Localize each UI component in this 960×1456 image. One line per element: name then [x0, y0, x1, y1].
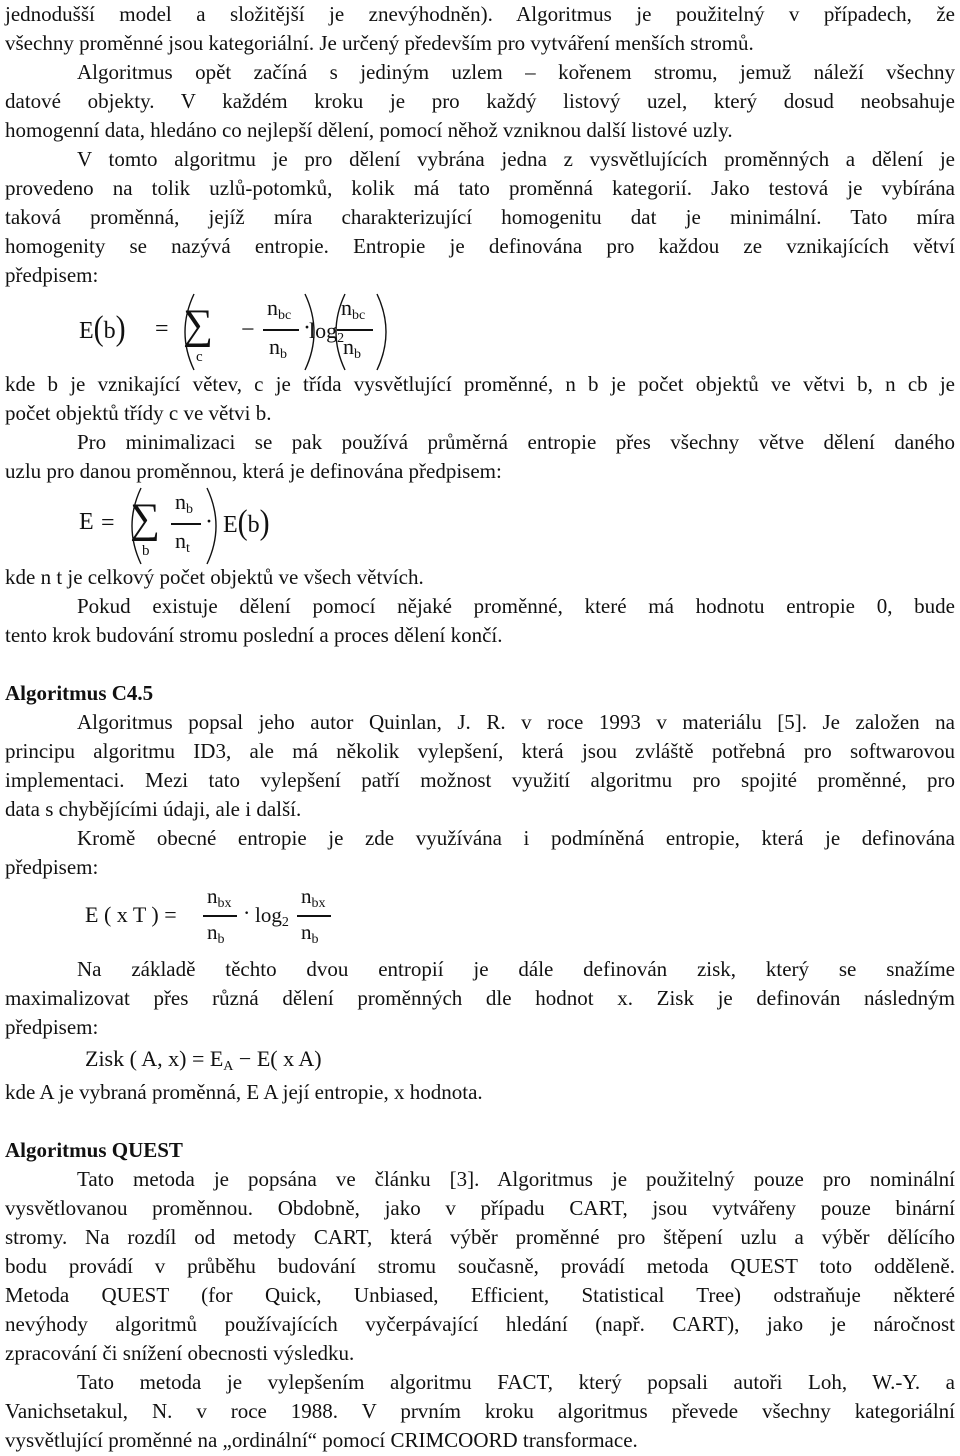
fraction-denominator: nb: [301, 920, 319, 947]
fraction-numerator: nbx: [301, 884, 326, 911]
text-line: bodu provádí v průběhu budování stromu současně, provádí metoda QUEST toto odděleně.: [5, 1254, 955, 1278]
text-line: Kromě obecné entropie je zde využívána i podmíněná entropie, která je definována: [77, 826, 955, 850]
text-line: taková proměnná, jejíž míra charakterizující homogenitu dat je minimální. Tato míra: [5, 205, 955, 229]
text-line: kde n t je celkový počet objektů ve všech větvích.: [5, 565, 424, 589]
text-line: Metoda QUEST (for Quick, Unbiased, Efficient, Statistical Tree) odstraňuje některé: [5, 1283, 955, 1307]
section-heading: Algoritmus C4.5: [5, 681, 154, 705]
text-line: kde b je vznikající větev, c je třída vysvětlující proměnné, n b je počet objektů ve větvi b, n cb je: [5, 372, 955, 396]
text-line: nevýhody algoritmů používajících vyčerpávající hledání (např. CART), jako je náročnost: [5, 1312, 955, 1336]
text-line: Na základě těchto dvou entropií je dále definován zisk, který se snažíme: [77, 957, 955, 981]
text-line: počet objektů třídy c ve větvi b.: [5, 401, 272, 425]
text-line: implementaci. Mezi tato vylepšení patří možnost využití algoritmu pro spojité proměnné, pro: [5, 768, 955, 792]
text-line: data s chybějícími údaji, ale i další.: [5, 797, 302, 821]
log-function: log2: [309, 318, 345, 346]
text-line: provedeno na tolik uzlů-potomků, kolik má tato proměnná kategorií. Jako testová je vybírána: [5, 176, 955, 200]
fraction-denominator: nt: [175, 528, 190, 556]
text-line: Pro minimalizaci se pak používá průměrná entropie přes všechny větve dělení daného: [77, 430, 955, 454]
text-line: uzlu pro danou proměnnou, která je definována předpisem:: [5, 459, 502, 483]
fraction-numerator: nbc: [341, 295, 366, 323]
text-line: Algoritmus popsal jeho autor Quinlan, J. R. v roce 1993 v materiálu [5]. Je založen na: [77, 710, 955, 734]
sum-index: b: [142, 543, 150, 559]
text-line: datové objekty. V každém kroku je pro každý listový uzel, který dosud neobsahuje: [5, 89, 955, 113]
text-line: předpisem:: [5, 855, 99, 879]
minus-sign: −: [241, 317, 255, 343]
text-line: maximalizovat přes různá dělení proměnných dle hodnot x. Zisk je definován následným: [5, 986, 955, 1010]
text-line: Tato metoda je vylepšením algoritmu FACT, který popsali autoři Loh, W.-Y. a: [77, 1370, 955, 1394]
entropy-formula: [5, 292, 505, 372]
multiply-dot: ·: [205, 509, 213, 535]
paren-right-large: [367, 292, 407, 372]
fraction-numerator: nbx: [207, 884, 232, 911]
text-line: vysvětlovanou proměnnou. Obdobně, jako v případu CART, jsou vytvářeny pouze binární: [5, 1196, 955, 1220]
fraction-numerator: nbc: [267, 295, 292, 323]
fraction-numerator: nb: [175, 489, 193, 517]
fraction-denominator: nb: [269, 334, 287, 362]
sum-symbol: ∑: [183, 302, 213, 348]
formula-equals: =: [101, 510, 115, 536]
gain-formula-text: Zisk ( A, x) = EA − E( x A): [85, 1046, 322, 1074]
text-line: tento krok budování stromu poslední a proces dělení končí.: [5, 623, 503, 647]
sum-symbol: ∑: [130, 496, 160, 542]
text-line: předpisem:: [5, 263, 99, 287]
text-line: všechny proměnné jsou kategoriální. Je určený především pro vytváření menších stromů.: [5, 31, 754, 55]
text-line: Tato metoda je popsána ve článku [3]. Algoritmus je použitelný pouze pro nominální: [77, 1167, 955, 1191]
text-line: zpracování či snížení obecnosti výsledku.: [5, 1341, 355, 1365]
text-line: Pokud existuje dělení pomocí nějaké proměnné, které má hodnotu entropie 0, bude: [77, 594, 955, 618]
text-line: předpisem:: [5, 1015, 99, 1039]
average-entropy-formula: [5, 486, 405, 566]
fraction-denominator: nb: [207, 920, 225, 947]
formula-lhs: E ( x T ) =: [85, 902, 177, 927]
text-line: stromy. Na rozdíl od metody CART, která výběr proměnné pro štěpení uzlu a výběr dělícího: [5, 1225, 955, 1249]
text-line: V tomto algoritmu je pro dělení vybrána jedna z vysvětlujících proměnných a dělení je: [77, 147, 955, 171]
formula-lhs: E: [79, 509, 94, 535]
text-line: homogenní data, hledáno co nejlepší dělení, pomocí něhož vzniknou další listové uzly.: [5, 118, 733, 142]
section-heading: Algoritmus QUEST: [5, 1138, 183, 1162]
fraction-denominator: nb: [343, 334, 361, 362]
text-line: vysvětlující proměnné na „ordinální“ pomocí CRIMCOORD transformace.: [5, 1428, 638, 1452]
conditional-entropy-formula: [5, 884, 405, 954]
log-function: log2: [255, 903, 289, 930]
text-line: jednodušší model a složitější je znevýhodněn). Algoritmus je použitelný v případech, že: [5, 2, 955, 26]
multiply-dot: ·: [243, 900, 251, 925]
text-line: Vanichsetakul, N. v roce 1988. V prvním kroku algoritmus převede všechny kategoriální: [5, 1399, 955, 1423]
fraction-bar: [203, 915, 237, 917]
sum-index: c: [196, 349, 203, 365]
formula-rhs: E(b): [223, 503, 270, 542]
gain-formula: [5, 1045, 405, 1077]
text-line: Algoritmus opět začíná s jediným uzlem – kořenem stromu, jemuž náleží všechny: [77, 60, 955, 84]
text-line: kde A je vybraná proměnná, E A její entropie, x hodnota.: [5, 1080, 483, 1104]
text-line: homogenity se nazývá entropie. Entropie je definována pro každou ze vznikajících větví: [5, 234, 955, 258]
text-line: principu algoritmu ID3, ale má několik vylepšení, která jsou zvláště potřebná pro softwarovou: [5, 739, 955, 763]
formula-lhs: E(b): [79, 309, 126, 348]
fraction-bar: [297, 915, 331, 917]
multiply-dot: ·: [303, 315, 311, 341]
formula-equals: =: [155, 316, 169, 342]
fraction-bar: [263, 329, 299, 331]
